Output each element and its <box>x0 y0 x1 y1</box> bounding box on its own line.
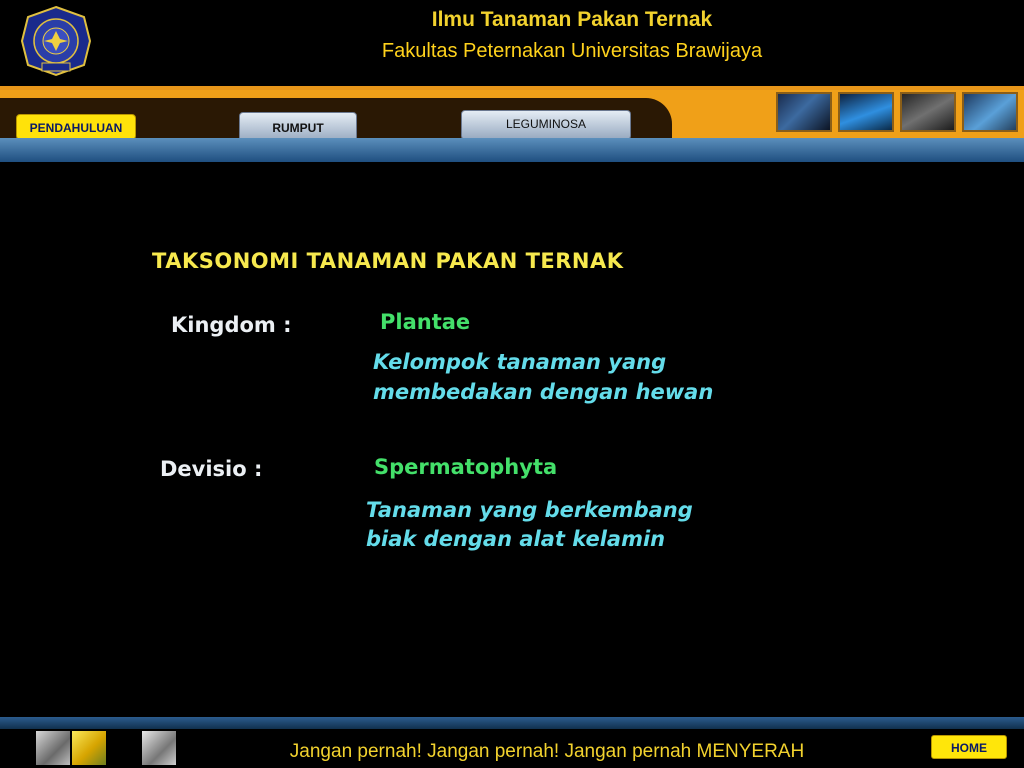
person-thumbnail-image <box>142 731 176 765</box>
devisio-label: Devisio : <box>160 457 263 481</box>
header <box>0 0 1024 86</box>
nav-band <box>0 90 1024 138</box>
kingdom-description-line-2: membedakan dengan hewan <box>373 380 714 404</box>
kingdom-description-line-1: Kelompok tanaman yang <box>373 350 667 374</box>
app-subtitle: Fakultas Peternakan Universitas Brawijaya <box>381 40 763 62</box>
university-logo <box>20 5 92 77</box>
app-title: Ilmu Tanaman Pakan Ternak <box>431 8 713 31</box>
nav-leguminosa-button[interactable]: LEGUMINOSA <box>461 110 631 140</box>
kingdom-value: Plantae <box>380 310 471 334</box>
footer-motto: Jangan pernah! Jangan pernah! Jangan pernah MENYERAH <box>289 741 805 762</box>
devisio-description <box>366 496 693 554</box>
footer-blue-strip <box>0 717 1024 729</box>
keyboard-thumbnail-image <box>900 92 956 132</box>
slide-heading: TAKSONOMI TANAMAN PAKAN TERNAK <box>152 249 624 273</box>
nav-bar <box>0 98 672 138</box>
devisio-value: Spermatophyta <box>374 455 558 479</box>
screen-thumbnail-image <box>838 92 894 132</box>
devisio-description-line-1: Tanaman yang berkembang <box>366 498 693 522</box>
kingdom-label: Kingdom : <box>171 313 292 337</box>
devisio-description-line-2: biak dengan alat kelamin <box>366 527 666 551</box>
laptop-thumbnail-image <box>776 92 832 132</box>
monitor-thumbnail-image <box>962 92 1018 132</box>
kingdom-description <box>373 347 713 407</box>
folder-thumbnail-image <box>72 731 106 765</box>
footer <box>0 729 1024 768</box>
header-blue-strip <box>0 138 1024 162</box>
handshake-thumbnail-image <box>36 731 70 765</box>
home-button[interactable]: HOME <box>931 735 1007 759</box>
header-thumbnails <box>776 92 1022 132</box>
nav-pendahuluan-button[interactable]: PENDAHULUAN <box>16 114 136 140</box>
nav-rumput-button[interactable]: RUMPUT <box>239 112 357 142</box>
